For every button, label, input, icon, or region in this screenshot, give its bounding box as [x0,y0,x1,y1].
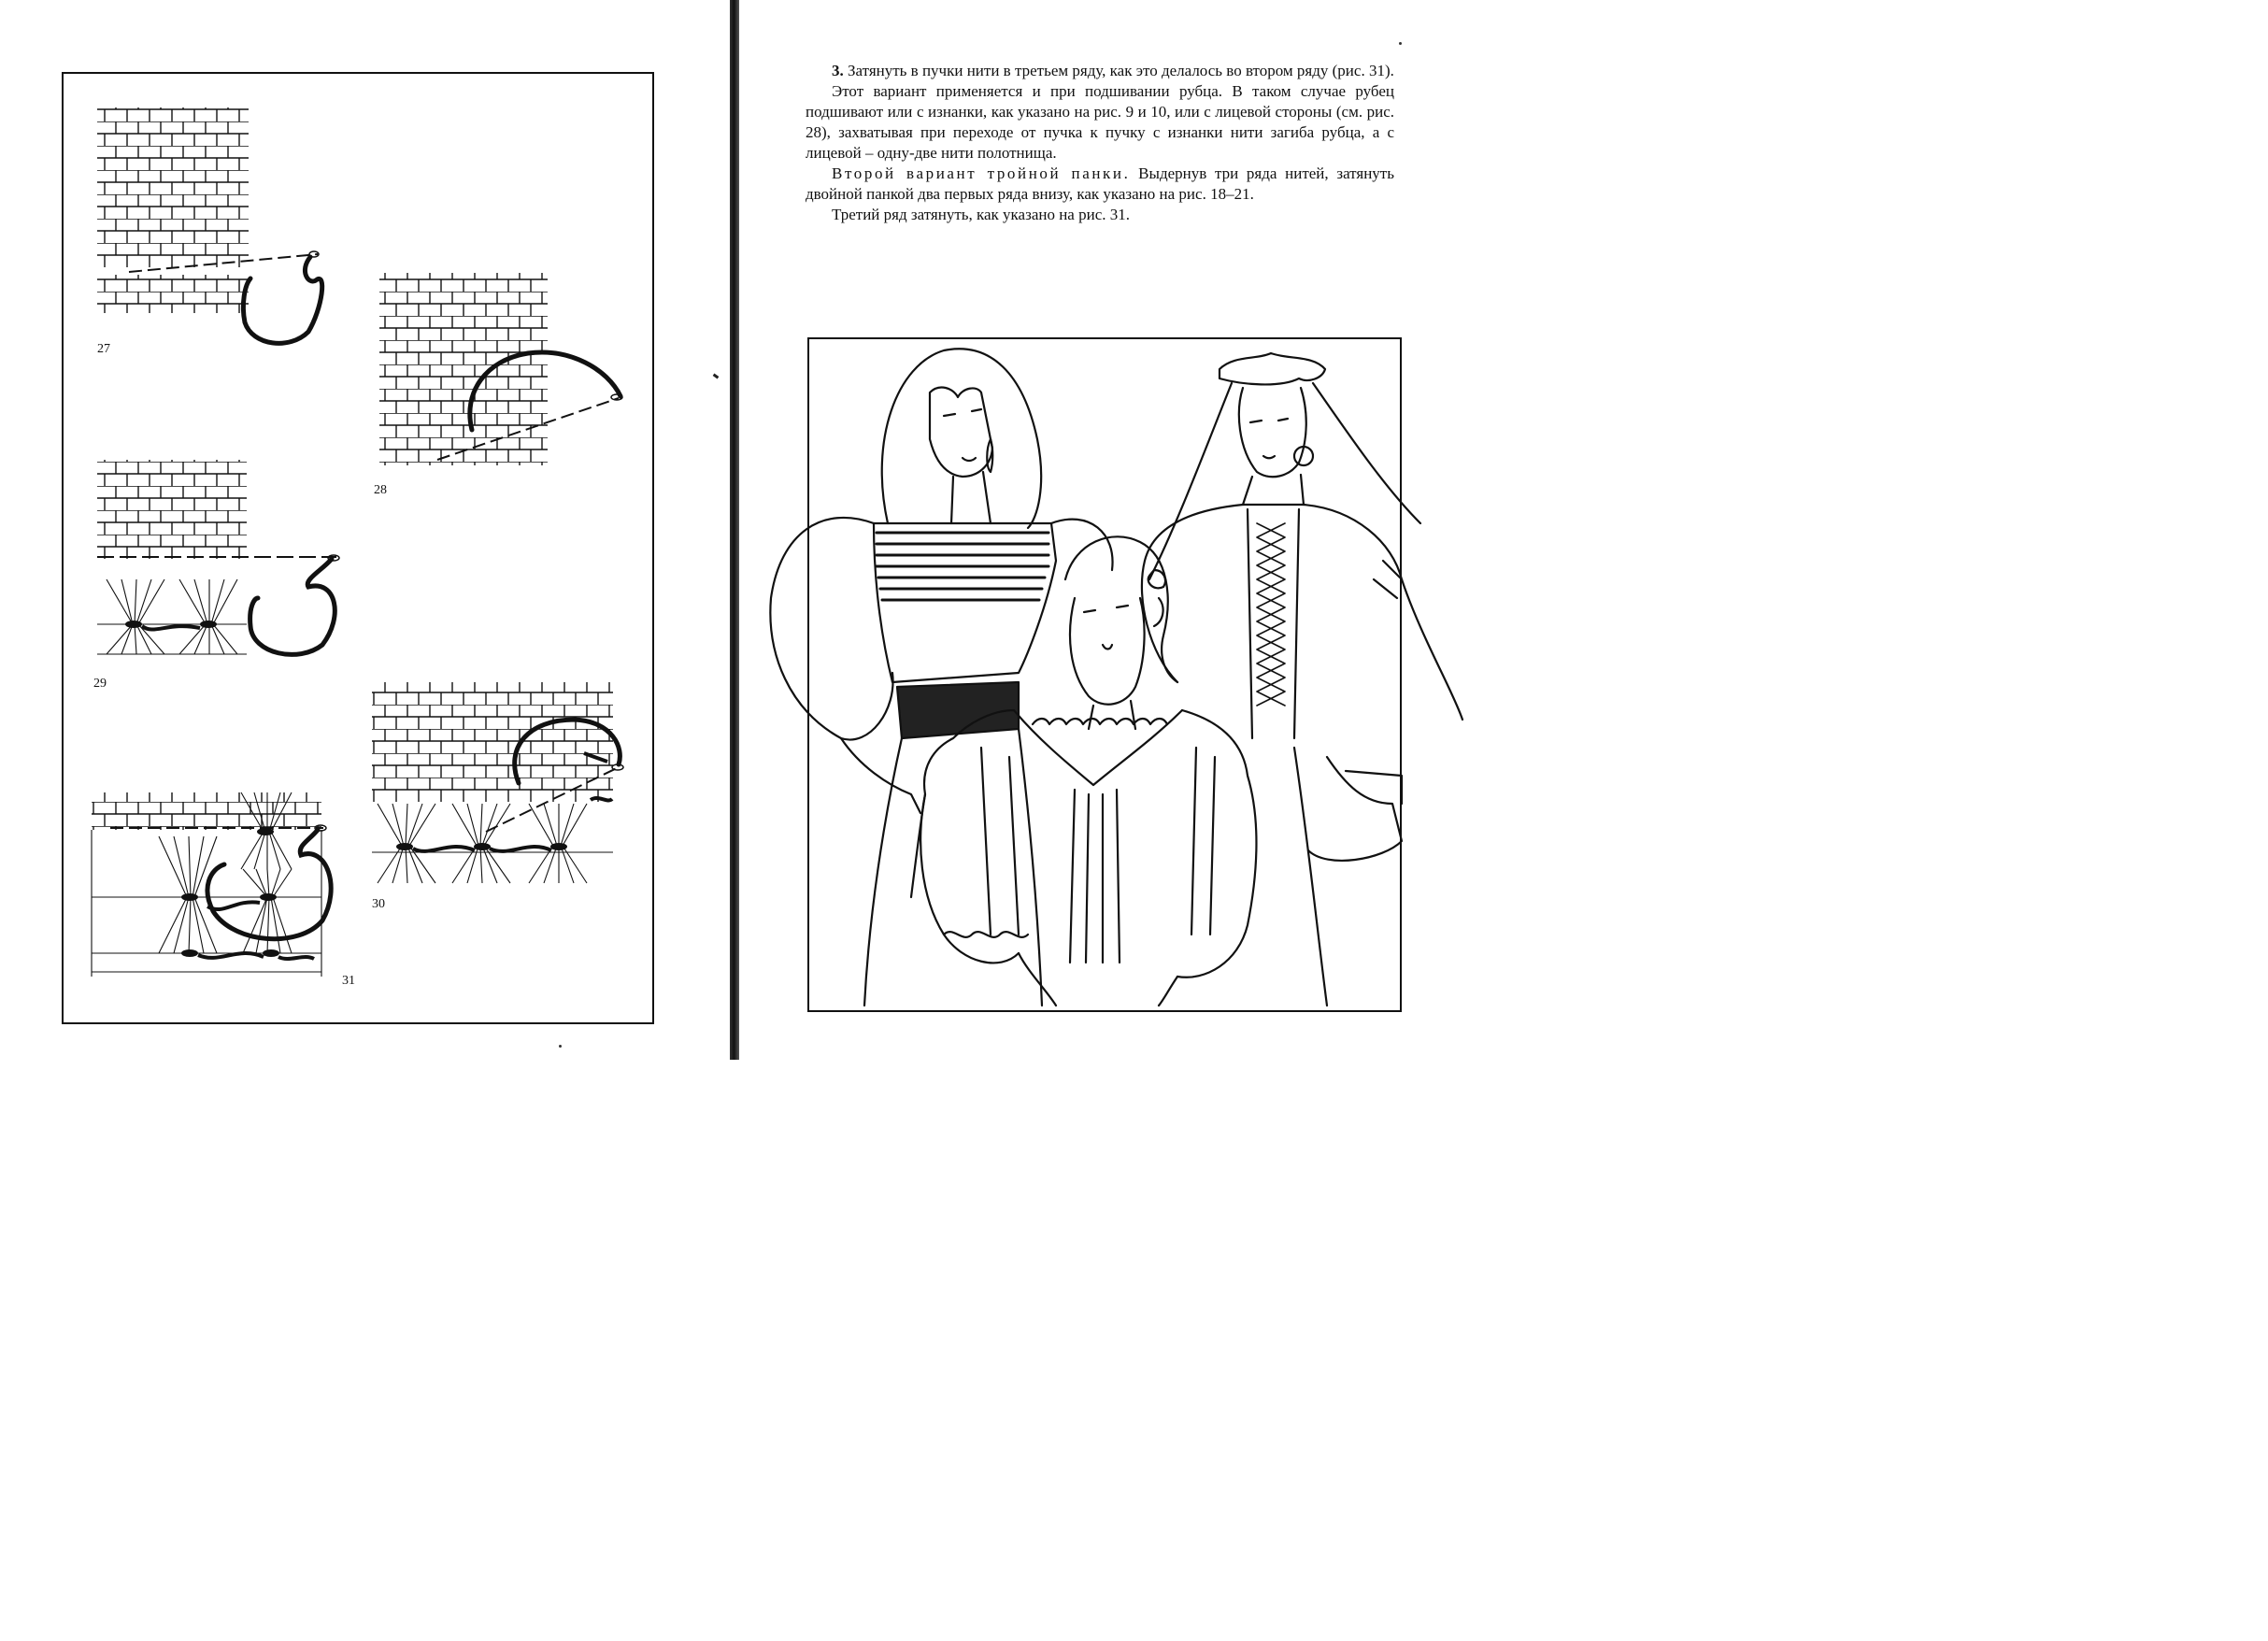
figure-29-number: 29 [93,677,107,691]
paragraph-2: Этот вариант применяется и при подшивании рубца. В таком случае рубец подшивают или с изнанки, как указано на рис. 9 и 10, или с лицевой стороны (см. рис. 28), захватывая при переходе от пучка к пучку с изнанки нити загиба рубца, а с лицевой – одну-две нити полотнища. [806,82,1394,162]
left-woman-figure [770,349,1112,1006]
figure-28-number: 28 [374,483,387,497]
right-woman-figure [1142,353,1462,1006]
center-woman-figure [911,536,1256,1006]
paragraph-1-text: Затянуть в пучки нити в третьем ряду, как это делалось во втором ряду (рис. 31). [843,62,1394,79]
figure-30-number: 30 [372,897,385,911]
figure-31-number: 31 [342,974,355,988]
costume-illustration [0,0,1465,1060]
paragraph-3-text: Выдернув три ряда нитей, затянуть двойной панкой два первых ряда внизу, как указано на рис. 18–21. [806,164,1394,203]
paragraph-1-number: 3. [832,62,844,79]
paragraph-4: Третий ряд затянуть, как указано на рис. 31. [832,206,1130,223]
paragraph-3-heading: Второй вариант тройной панки. [832,164,1131,182]
figure-27-number: 27 [97,342,110,356]
